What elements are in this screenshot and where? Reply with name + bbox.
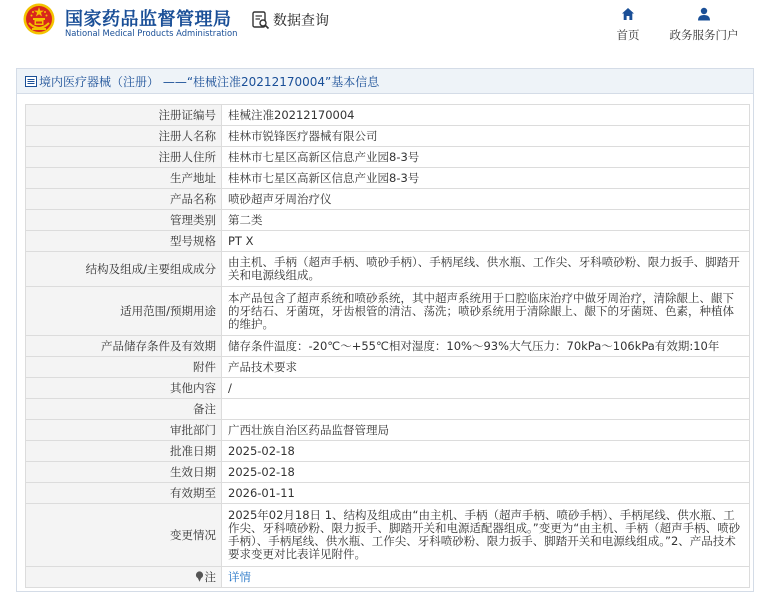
nav-home-label: 首页 xyxy=(616,28,640,42)
national-emblem-icon xyxy=(23,3,55,35)
site-title: 国家药品监督管理局 xyxy=(65,9,232,30)
table-row xyxy=(26,252,750,287)
field-label: 注册证编号 xyxy=(26,105,222,126)
field-label: 生产地址 xyxy=(26,168,222,189)
note-label-cell xyxy=(26,567,222,588)
table-row xyxy=(26,399,750,420)
site-subtitle: National Medical Products Administration xyxy=(65,28,238,38)
panel-title: 境内医疗器械（注册） ——“桂械注准20212170004”基本信息 xyxy=(39,74,380,89)
field-value xyxy=(222,399,750,420)
field-value: 广西壮族自治区药品监督管理局 xyxy=(222,420,750,441)
field-value: 喷砂超声牙周治疗仪 xyxy=(222,189,750,210)
nav-service-portal[interactable] xyxy=(666,7,742,43)
field-label: 产品名称 xyxy=(26,189,222,210)
home-icon xyxy=(621,7,635,21)
field-label: 备注 xyxy=(26,399,222,420)
field-label: 结构及组成/主要组成成分 xyxy=(26,252,222,287)
field-label: 审批部门 xyxy=(26,420,222,441)
table-row xyxy=(26,378,750,399)
table-row xyxy=(26,126,750,147)
table-row xyxy=(26,441,750,462)
field-label: 其他内容 xyxy=(26,378,222,399)
table-row xyxy=(26,147,750,168)
field-label: 变更情况 xyxy=(26,504,222,567)
data-query-link[interactable] xyxy=(252,10,329,30)
table-row xyxy=(26,231,750,252)
table-row xyxy=(26,336,750,357)
field-value: 由主机、手柄（超声手柄、喷砂手柄）、手柄尾线、供水瓶、工作尖、牙科喷砂粉、限力扳手、脚踏开关和电源线组成。 xyxy=(222,252,750,287)
table-row xyxy=(26,105,750,126)
details-link[interactable]: 详情 xyxy=(228,569,251,584)
table-row xyxy=(26,189,750,210)
field-value: 产品技术要求 xyxy=(222,357,750,378)
field-value: 第二类 xyxy=(222,210,750,231)
field-value: 桂林市七星区高新区信息产业园8-3号 xyxy=(222,168,750,189)
pin-icon xyxy=(195,571,204,582)
field-label: 产品储存条件及有效期 xyxy=(26,336,222,357)
table-row xyxy=(26,420,750,441)
table-row xyxy=(26,287,750,336)
field-value-cell xyxy=(222,567,750,588)
field-label: 管理类别 xyxy=(26,210,222,231)
field-label: 型号规格 xyxy=(26,231,222,252)
field-value: / xyxy=(222,378,750,399)
field-value: 储存条件温度：-20℃～+55℃相对湿度：10%～93%大气压力：70kPa～106kPa有效期:10年 xyxy=(222,336,750,357)
panel-title-bar xyxy=(17,69,753,94)
table-row xyxy=(26,210,750,231)
list-icon xyxy=(25,76,37,87)
nav-home[interactable] xyxy=(612,7,644,43)
document-search-icon xyxy=(252,11,270,30)
field-value: 桂林市七星区高新区信息产业园8-3号 xyxy=(222,147,750,168)
field-label: 注册人住所 xyxy=(26,147,222,168)
site-header xyxy=(0,0,758,50)
field-value: 2025-02-18 xyxy=(222,441,750,462)
field-value: 2025年02月18日 1、结构及组成由“由主机、手柄（超声手柄、喷砂手柄）、手柄尾线、供水瓶、工作尖、牙科喷砂粉、限力扳手、脚踏开关和电源适配器组成。”变更为“由主机、手柄（超声手柄、喷砂手柄）、手柄尾线、供水瓶、工作尖、牙科喷砂粉、限力扳手、脚踏开关和电源线组成。”2、产品技术要求变更对比表详见附件。 xyxy=(222,504,750,567)
field-label: 批准日期 xyxy=(26,441,222,462)
table-row xyxy=(26,168,750,189)
user-icon xyxy=(697,7,711,21)
detail-panel xyxy=(16,68,754,592)
data-query-label: 数据查询 xyxy=(273,13,329,29)
table-row xyxy=(26,357,750,378)
table-row xyxy=(26,483,750,504)
field-label: 注 xyxy=(204,570,216,584)
table-row xyxy=(26,567,750,588)
field-label: 注册人名称 xyxy=(26,126,222,147)
table-row xyxy=(26,462,750,483)
field-value: 本产品包含了超声系统和喷砂系统，其中超声系统用于口腔临床治疗中做牙周治疗，清除龈上、龈下的牙结石、牙菌斑，牙齿根管的清洁、荡洗；喷砂系统用于清除龈上、龈下的牙菌斑、色素，种植体的维护。 xyxy=(222,287,750,336)
info-table xyxy=(25,104,750,588)
field-label: 有效期至 xyxy=(26,483,222,504)
field-value: 2026-01-11 xyxy=(222,483,750,504)
field-value: 桂林市锐锋医疗器械有限公司 xyxy=(222,126,750,147)
field-value: PT X xyxy=(222,231,750,252)
field-value: 桂械注准20212170004 xyxy=(222,105,750,126)
field-label: 生效日期 xyxy=(26,462,222,483)
field-value: 2025-02-18 xyxy=(222,462,750,483)
field-label: 适用范围/预期用途 xyxy=(26,287,222,336)
nav-service-portal-label: 政务服务门户 xyxy=(669,28,739,42)
field-label: 附件 xyxy=(26,357,222,378)
table-row xyxy=(26,504,750,567)
